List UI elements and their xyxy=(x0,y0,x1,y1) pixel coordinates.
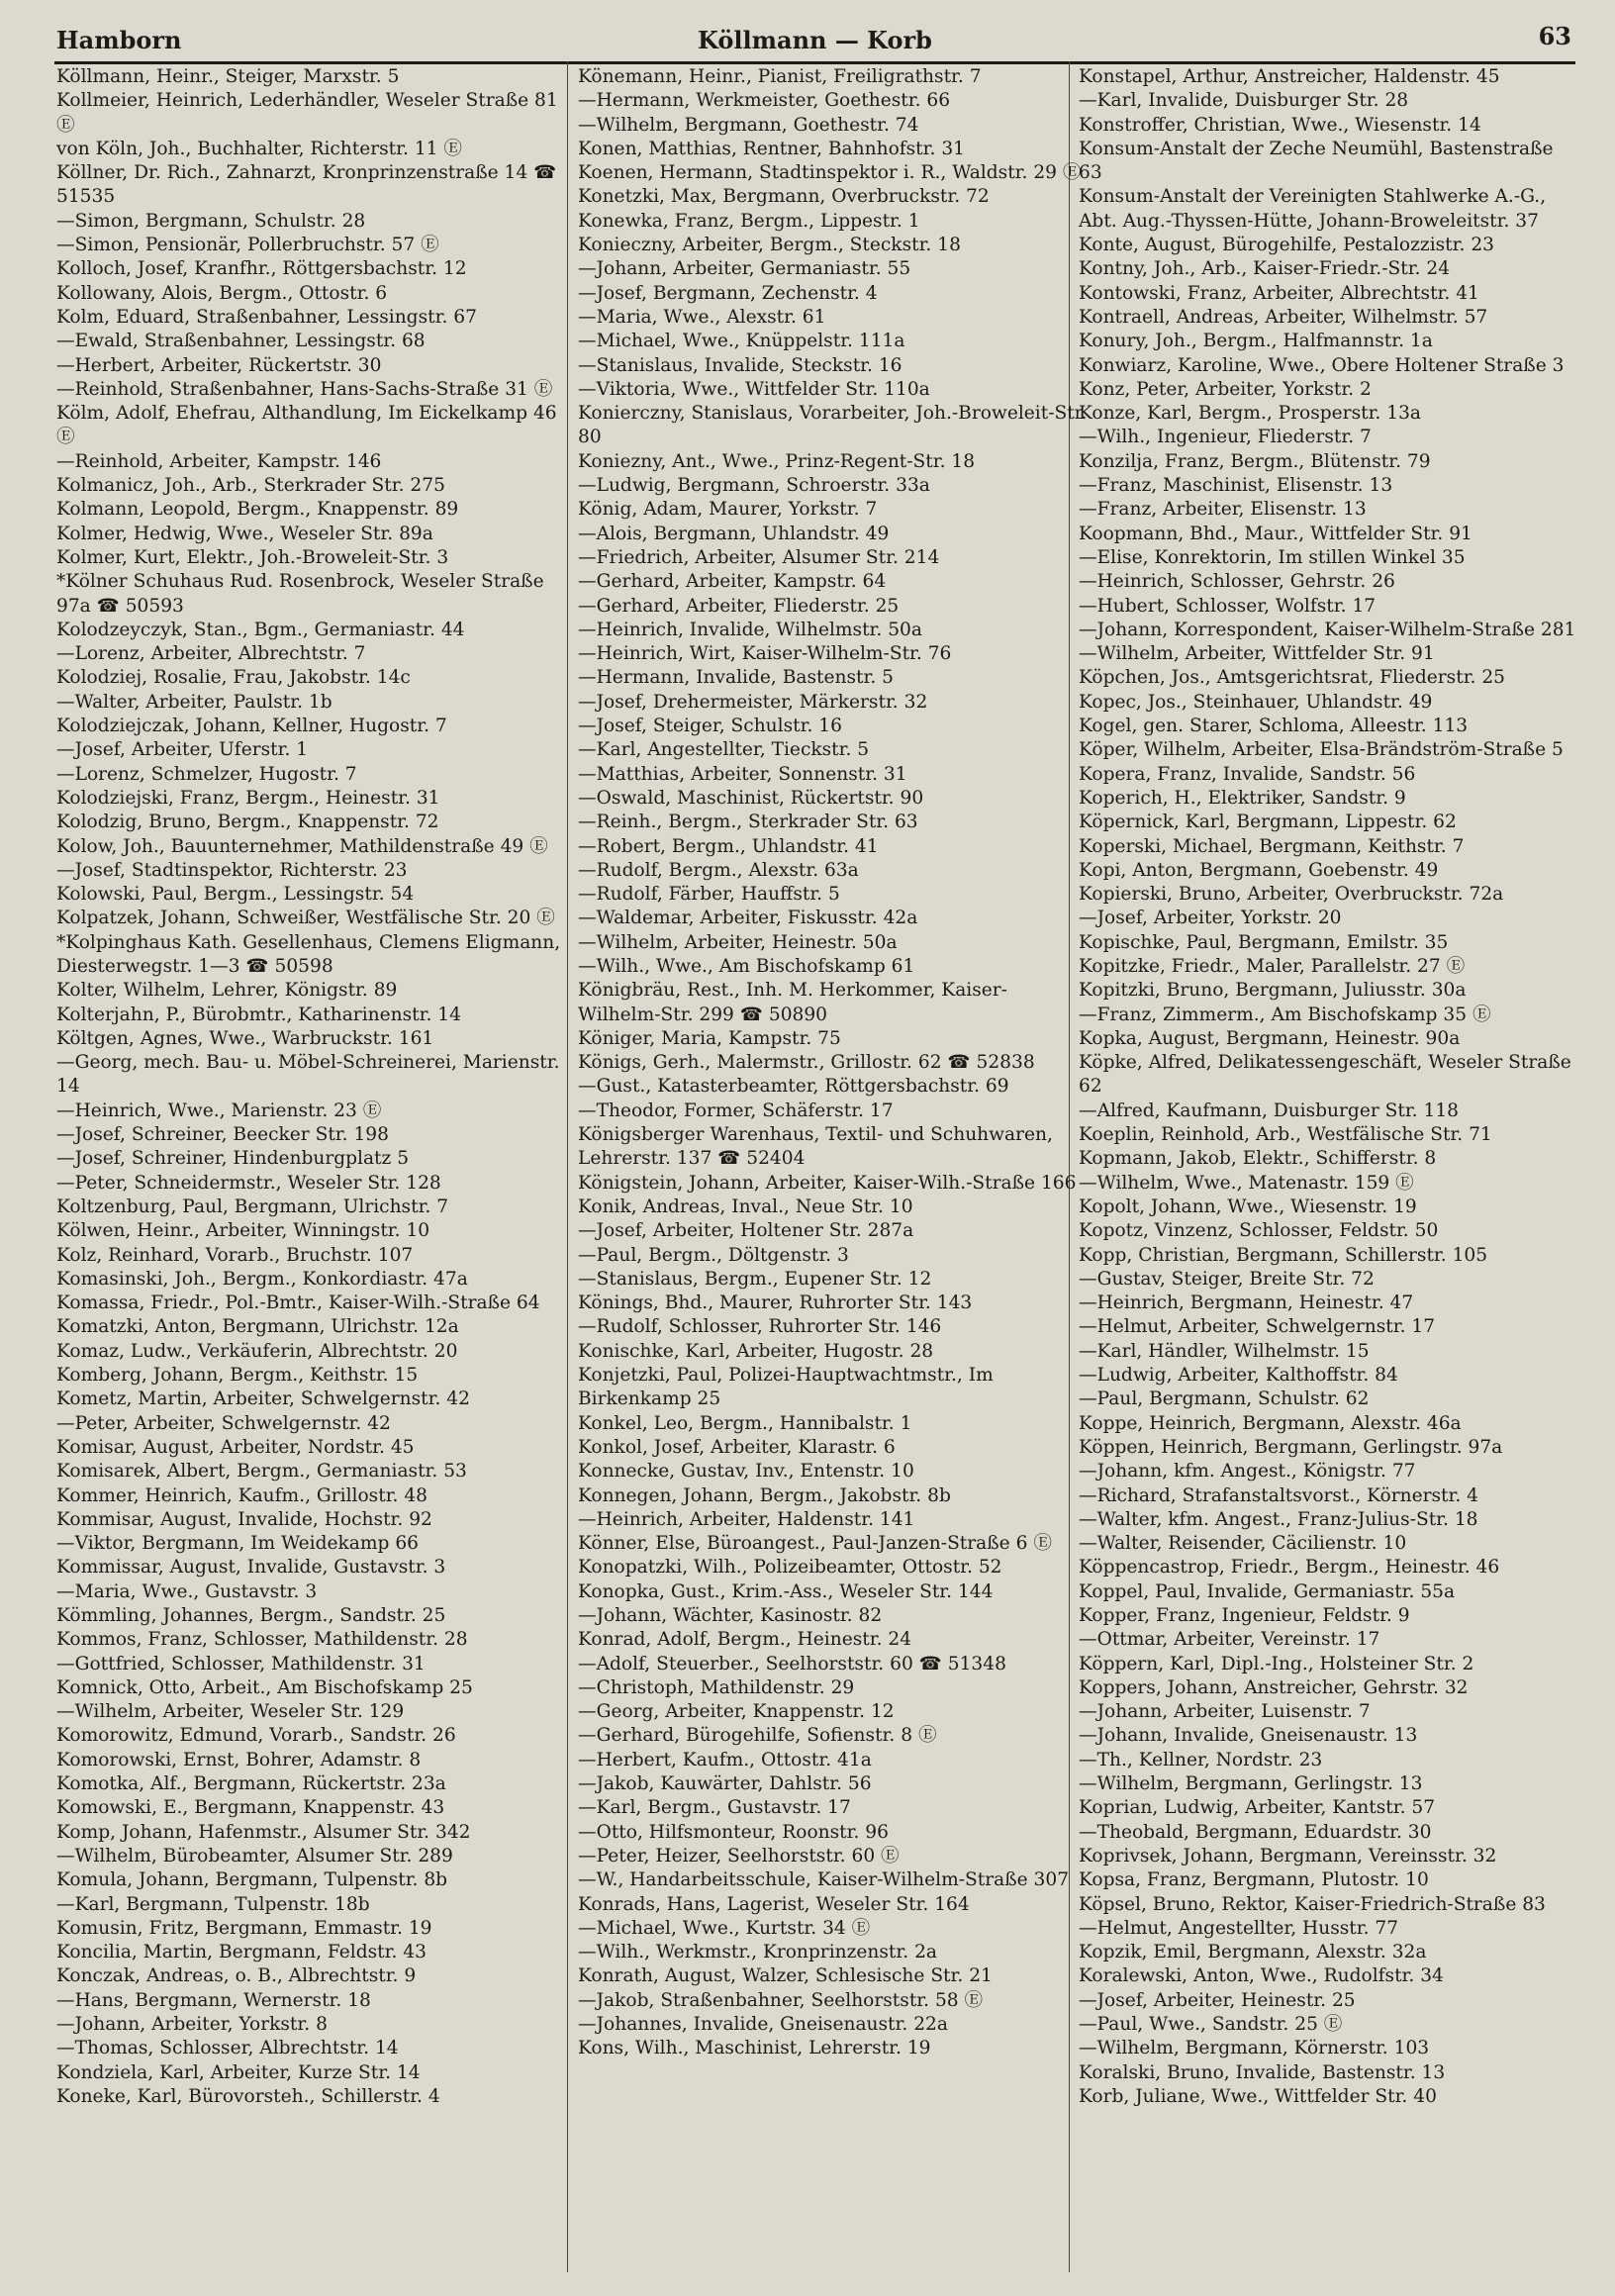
directory-entry: Kolowski, Paul, Bergm., Lessingstr. 54 xyxy=(56,884,415,906)
directory-entry: —Gerhard, Bürogehilfe, Sofienstr. 8 Ⓔ xyxy=(578,1725,937,1747)
directory-entry: Konopatzki, Wilh., Polizeibeamter, Ottostr. 52 xyxy=(578,1557,1002,1578)
directory-entry: —Gerhard, Arbeiter, Kampstr. 64 xyxy=(578,571,887,593)
directory-entry: Komasinski, Joh., Bergm., Konkordiastr. 47a xyxy=(56,1268,468,1290)
directory-entry: Konkol, Josef, Arbeiter, Klarastr. 6 xyxy=(578,1436,896,1458)
directory-entry: Konzilja, Franz, Bergm., Blütenstr. 79 xyxy=(1079,450,1431,472)
directory-entry: Köppern, Karl, Dipl.-Ing., Holsteiner Str. 2 xyxy=(1079,1653,1474,1674)
directory-entry: —Michael, Wwe., Kurtstr. 34 Ⓔ xyxy=(578,1917,871,1939)
directory-entry: Köpsel, Bruno, Rektor, Kaiser-Friedrich-Straße 83 xyxy=(1079,1893,1546,1915)
directory-entry: —Wilhelm, Bergmann, Körnerstr. 103 xyxy=(1079,2038,1430,2059)
directory-entry: Kopitzke, Friedr., Maler, Parallelstr. 27 Ⓔ xyxy=(1079,955,1466,977)
directory-entry: Kolodziejczak, Johann, Kellner, Hugostr. 7 xyxy=(56,716,447,737)
directory-entry: —Simon, Pensionär, Pollerbruchstr. 57 Ⓔ xyxy=(56,235,439,256)
directory-entry: —Wilhelm, Bergmann, Gerlingstr. 13 xyxy=(1079,1773,1423,1795)
directory-entry: —Wilh., Wwe., Am Bischofskamp 61 xyxy=(578,955,915,977)
directory-entry: Koppe, Heinrich, Bergmann, Alexstr. 46a xyxy=(1079,1412,1462,1434)
directory-entry: Kolmer, Hedwig, Wwe., Weseler Str. 89a xyxy=(56,523,433,544)
directory-entry: Komisarek, Albert, Bergm., Germaniastr. 53 xyxy=(56,1461,467,1483)
directory-entry: Koenen, Hermann, Stadtinspektor i. R., Waldstr. 29 Ⓔ xyxy=(578,162,1082,184)
directory-entry: —Wilhelm, Bergmann, Goethestr. 74 xyxy=(578,114,919,136)
directory-entry: Költgen, Agnes, Wwe., Warbruckstr. 161 xyxy=(56,1027,434,1049)
directory-entry: —Johann, Wächter, Kasinostr. 82 xyxy=(578,1605,883,1626)
directory-entry: Koperich, H., Elektriker, Sandstr. 9 xyxy=(1079,787,1406,809)
directory-entry: Kontny, Joh., Arb., Kaiser-Friedr.-Str. 24 xyxy=(1079,258,1451,280)
directory-entry: —Gustav, Steiger, Breite Str. 72 xyxy=(1079,1268,1375,1290)
directory-entry: —Theobald, Bergmann, Eduardstr. 30 xyxy=(1079,1821,1432,1843)
directory-entry: Kopper, Franz, Ingenieur, Feldstr. 9 xyxy=(1079,1605,1410,1626)
directory-entry: Konetzki, Max, Bergmann, Overbruckstr. 72 xyxy=(578,186,990,208)
directory-entry: —Johann, kfm. Angest., Königstr. 77 xyxy=(1079,1461,1416,1483)
directory-entry: —Ottmar, Arbeiter, Vereinstr. 17 xyxy=(1079,1629,1380,1651)
directory-entry: Köpchen, Jos., Amtsgerichtsrat, Fliederstr. 25 xyxy=(1079,667,1506,689)
directory-entry: —Hubert, Schlosser, Wolfstr. 17 xyxy=(1079,595,1377,617)
directory-entry: Kondziela, Karl, Arbeiter, Kurze Str. 14 xyxy=(56,2061,421,2083)
directory-entry: Konury, Joh., Bergm., Halfmannstr. 1a xyxy=(1079,331,1433,352)
directory-entry: Konnecke, Gustav, Inv., Entenstr. 10 xyxy=(578,1461,914,1483)
directory-entry: Koralewski, Anton, Wwe., Rudolfstr. 34 xyxy=(1079,1965,1444,1987)
directory-entry: —Helmut, Angestellter, Husstr. 77 xyxy=(1079,1917,1399,1939)
directory-entry: —Friedrich, Arbeiter, Alsumer Str. 214 xyxy=(578,546,940,568)
directory-entry: Komassa, Friedr., Pol.-Bmtr., Kaiser-Wilh.-Straße 64 xyxy=(56,1292,540,1314)
directory-entry: —Wilh., Werkmstr., Kronprinzenstr. 2a xyxy=(578,1942,937,1963)
directory-entry: —Alois, Bergmann, Uhlandstr. 49 xyxy=(578,523,890,544)
directory-entry: —Wilhelm, Wwe., Matenastr. 159 Ⓔ xyxy=(1079,1172,1414,1194)
directory-entry: —Johann, Korrespondent, Kaiser-Wilhelm-Straße 281 xyxy=(1079,619,1576,640)
directory-entry: Köper, Wilhelm, Arbeiter, Elsa-Brändström-Straße 5 xyxy=(1079,739,1564,761)
directory-entry: —Peter, Schneidermstr., Weseler Str. 128 xyxy=(56,1172,441,1194)
directory-entry: —Josef, Bergmann, Zechenstr. 4 xyxy=(578,282,878,304)
directory-entry: —Reinhold, Straßenbahner, Hans-Sachs-Straße 31 Ⓔ xyxy=(56,378,553,400)
directory-entry: Kölm, Adolf, Ehefrau, Althandlung, Im Eickelkamp 46 Ⓔ xyxy=(56,403,557,448)
directory-entry: Kopzik, Emil, Bergmann, Alexstr. 32a xyxy=(1079,1942,1427,1963)
directory-entry: —Johann, Arbeiter, Luisenstr. 7 xyxy=(1079,1701,1371,1723)
directory-entry: —Josef, Schreiner, Beecker Str. 198 xyxy=(56,1124,389,1146)
directory-entry: —Robert, Bergm., Uhlandstr. 41 xyxy=(578,835,879,857)
directory-entry: —Georg, Arbeiter, Knappenstr. 12 xyxy=(578,1701,895,1723)
directory-entry: —Josef, Drehermeister, Märkerstr. 32 xyxy=(578,691,928,713)
directory-entry: Konjetzki, Paul, Polizei-Hauptwachtmstr., Im Birkenkamp 25 xyxy=(578,1365,994,1410)
directory-entry: Koprian, Ludwig, Arbeiter, Kantstr. 57 xyxy=(1079,1797,1436,1819)
directory-entry: —Franz, Zimmerm., Am Bischofskamp 35 Ⓔ xyxy=(1079,1004,1491,1025)
directory-entry: Könings, Bhd., Maurer, Ruhrorter Str. 143 xyxy=(578,1292,973,1314)
directory-entry: Kolpatzek, Johann, Schweißer, Westfälische Str. 20 Ⓔ xyxy=(56,908,555,929)
directory-entry: Koprivsek, Johann, Bergmann, Vereinsstr. 32 xyxy=(1079,1845,1497,1866)
directory-entry: Kopierski, Bruno, Arbeiter, Overbruckstr. 72a xyxy=(1079,884,1504,906)
directory-entry: Konieczny, Arbeiter, Bergm., Steckstr. 18 xyxy=(578,235,961,256)
directory-entry: Kometz, Martin, Arbeiter, Schwelgernstr. 42 xyxy=(56,1388,470,1410)
directory-entry: —Gerhard, Arbeiter, Fliederstr. 25 xyxy=(578,595,900,617)
directory-entry: —Alfred, Kaufmann, Duisburger Str. 118 xyxy=(1079,1100,1459,1121)
directory-entry: Köppencastrop, Friedr., Bergm., Heinestr. 46 xyxy=(1079,1557,1500,1578)
directory-entry: —Michael, Wwe., Knüppelstr. 111a xyxy=(578,331,905,352)
directory-entry: —Wilhelm, Bürobeamter, Alsumer Str. 289 xyxy=(56,1845,453,1866)
directory-entry: Kogel, gen. Starer, Schloma, Alleestr. 113 xyxy=(1079,716,1469,737)
directory-entry: Komberg, Johann, Bergm., Keithstr. 15 xyxy=(56,1365,419,1387)
directory-entry: Köpke, Alfred, Delikatessengeschäft, Weseler Straße 62 xyxy=(1079,1052,1571,1098)
directory-entry: Koppel, Paul, Invalide, Germaniastr. 55a xyxy=(1079,1580,1456,1602)
directory-entry: —Adolf, Steuerber., Seelhorststr. 60 ☎ 51348 xyxy=(578,1653,1006,1674)
directory-entry: Kommisar, August, Invalide, Hochstr. 92 xyxy=(56,1508,432,1530)
directory-entry: Konrath, August, Walzer, Schlesische Str. 21 xyxy=(578,1965,993,1987)
directory-entry: —Rudolf, Schlosser, Ruhrorter Str. 146 xyxy=(578,1316,942,1338)
directory-entry: Konierczny, Stanislaus, Vorarbeiter, Joh.-Broweleit-Str. 80 xyxy=(578,403,1088,448)
directory-entry: —Stanislaus, Invalide, Steckstr. 16 xyxy=(578,354,902,376)
directory-entry: Kolmann, Leopold, Bergm., Knappenstr. 89 xyxy=(56,499,459,521)
directory-entry: —Hermann, Werkmeister, Goethestr. 66 xyxy=(578,90,951,112)
directory-entry: —Karl, Invalide, Duisburger Str. 28 xyxy=(1079,90,1409,112)
directory-entry: Kömmling, Johannes, Bergm., Sandstr. 25 xyxy=(56,1605,446,1626)
directory-entry: —Stanislaus, Bergm., Eupener Str. 12 xyxy=(578,1268,932,1290)
directory-entry: Kopi, Anton, Bergmann, Goebenstr. 49 xyxy=(1079,859,1439,881)
directory-entry: —Herbert, Kaufm., Ottostr. 41a xyxy=(578,1749,872,1770)
directory-entry: Kolodziejski, Franz, Bergm., Heinestr. 31 xyxy=(56,787,440,809)
directory-entry: —Franz, Arbeiter, Elisenstr. 13 xyxy=(1079,499,1367,521)
directory-entry: —Rudolf, Bergm., Alexstr. 63a xyxy=(578,859,859,881)
directory-entry: Kommissar, August, Invalide, Gustavstr. 3 xyxy=(56,1557,446,1578)
directory-entry: Kolterjahn, P., Bürobmtr., Katharinenstr. 14 xyxy=(56,1004,461,1025)
directory-entry: Konsum-Anstalt der Vereinigten Stahlwerke A.-G., Abt. Aug.-Thyssen-Hütte, Johann-Broweleitstr. 37 xyxy=(1079,186,1547,232)
directory-entry: Komorowski, Ernst, Bohrer, Adamstr. 8 xyxy=(56,1749,422,1770)
directory-entry: Kopsa, Franz, Bergmann, Plutostr. 10 xyxy=(1079,1869,1429,1891)
directory-entry: —Reinh., Bergm., Sterkrader Str. 63 xyxy=(578,812,918,833)
directory-entry: Kopera, Franz, Invalide, Sandstr. 56 xyxy=(1079,763,1416,785)
directory-entry: —Viktoria, Wwe., Wittfelder Str. 110a xyxy=(578,378,930,400)
directory-entry: Kopischke, Paul, Bergmann, Emilstr. 35 xyxy=(1079,931,1449,953)
directory-entry: —Walter, Arbeiter, Paulstr. 1b xyxy=(56,691,332,713)
directory-entry: Koeplin, Reinhold, Arb., Westfälische Str. 71 xyxy=(1079,1124,1492,1146)
directory-entry: Kollmeier, Heinrich, Lederhändler, Weseler Straße 81 Ⓔ xyxy=(56,90,558,136)
directory-entry: —Jakob, Straßenbahner, Seelhorststr. 58 Ⓔ xyxy=(578,1989,984,2011)
directory-entry: Kons, Wilh., Maschinist, Lehrerstr. 19 xyxy=(578,2038,931,2059)
directory-entry: Kolodzeyczyk, Stan., Bgm., Germaniastr. 44 xyxy=(56,619,465,640)
directory-entry: —Rudolf, Färber, Hauffstr. 5 xyxy=(578,884,840,906)
directory-entry: *Kölner Schuhaus Rud. Rosenbrock, Weseler Straße 97a ☎ 50593 xyxy=(56,571,544,617)
directory-entry: —Christoph, Mathildenstr. 29 xyxy=(578,1676,855,1698)
directory-entry: —Gottfried, Schlosser, Mathildenstr. 31 xyxy=(56,1653,426,1674)
directory-entry: Koniezny, Ant., Wwe., Prinz-Regent-Str. 18 xyxy=(578,450,976,472)
directory-entry: —Paul, Bergmann, Schulstr. 62 xyxy=(1079,1388,1370,1410)
directory-entry: —Heinrich, Invalide, Wilhelmstr. 50a xyxy=(578,619,922,640)
directory-entry: —Johann, Arbeiter, Germaniastr. 55 xyxy=(578,258,911,280)
directory-entry: Kolodziej, Rosalie, Frau, Jakobstr. 14c xyxy=(56,667,411,689)
directory-entry: —Johannes, Invalide, Gneisenaustr. 22a xyxy=(578,2014,948,2036)
directory-entry: Kommer, Heinrich, Kaufm., Grillostr. 48 xyxy=(56,1484,428,1506)
directory-column-2 xyxy=(578,65,1088,2061)
directory-entry: Koppers, Johann, Anstreicher, Gehrstr. 32 xyxy=(1079,1676,1469,1698)
directory-entry: —Matthias, Arbeiter, Sonnenstr. 31 xyxy=(578,763,907,785)
directory-entry: Kolz, Reinhard, Vorarb., Bruchstr. 107 xyxy=(56,1244,414,1266)
header-locality: Hamborn xyxy=(56,26,182,54)
directory-entry: Konsum-Anstalt der Zeche Neumühl, Bastenstraße 63 xyxy=(1079,138,1554,184)
directory-entry: Kolodzig, Bruno, Bergm., Knappenstr. 72 xyxy=(56,812,439,833)
directory-entry: —Gust., Katasterbeamter, Röttgersbachstr. 69 xyxy=(578,1076,1009,1098)
directory-entry: —Josef, Arbeiter, Yorkstr. 20 xyxy=(1079,908,1342,929)
directory-entry: Konstroffer, Christian, Wwe., Wiesenstr. 14 xyxy=(1079,114,1481,136)
directory-entry: Konewka, Franz, Bergm., Lippestr. 1 xyxy=(578,210,920,232)
directory-entry: —Walter, Reisender, Cäcilienstr. 10 xyxy=(1079,1533,1407,1555)
directory-entry: Kolmanicz, Joh., Arb., Sterkrader Str. 275 xyxy=(56,475,445,497)
directory-entry: Kontraell, Andreas, Arbeiter, Wilhelmstr. 57 xyxy=(1079,306,1488,328)
directory-entry: —Maria, Wwe., Alexstr. 61 xyxy=(578,306,826,328)
directory-entry: —Wilh., Ingenieur, Fliederstr. 7 xyxy=(1079,427,1372,448)
directory-entry: Kopp, Christian, Bergmann, Schillerstr. 105 xyxy=(1079,1244,1488,1266)
directory-entry: Komisar, August, Arbeiter, Nordstr. 45 xyxy=(56,1436,415,1458)
directory-entry: —Ludwig, Arbeiter, Kalthoffstr. 84 xyxy=(1079,1365,1398,1387)
directory-entry: —Wilhelm, Arbeiter, Weseler Str. 129 xyxy=(56,1701,405,1723)
directory-entry: —Josef, Stadtinspektor, Richterstr. 23 xyxy=(56,859,408,881)
directory-entry: Konze, Karl, Bergm., Prosperstr. 13a xyxy=(1079,403,1421,425)
directory-entry: Konrad, Adolf, Bergm., Heinestr. 24 xyxy=(578,1629,912,1651)
directory-entry: Koralski, Bruno, Invalide, Bastenstr. 13 xyxy=(1079,2061,1446,2083)
directory-entry: Köpernick, Karl, Bergmann, Lippestr. 62 xyxy=(1079,812,1457,833)
directory-entry: —Heinrich, Wirt, Kaiser-Wilhelm-Str. 76 xyxy=(578,643,952,665)
directory-entry: Koneke, Karl, Bürovorsteh., Schillerstr. 4 xyxy=(56,2085,440,2107)
directory-entry: Königer, Maria, Kampstr. 75 xyxy=(578,1027,841,1049)
directory-entry: Kontowski, Franz, Arbeiter, Albrechtstr. 41 xyxy=(1079,282,1479,304)
directory-entry: Kolter, Wilhelm, Lehrer, Königstr. 89 xyxy=(56,980,398,1002)
directory-entry: —Heinrich, Arbeiter, Haldenstr. 141 xyxy=(578,1508,915,1530)
directory-entry: —Waldemar, Arbeiter, Fiskusstr. 42a xyxy=(578,908,918,929)
directory-entry: —Karl, Angestellter, Tieckstr. 5 xyxy=(578,739,870,761)
directory-entry: —Hermann, Invalide, Bastenstr. 5 xyxy=(578,667,894,689)
directory-entry: —Jakob, Kauwärter, Dahlstr. 56 xyxy=(578,1773,872,1795)
directory-entry: Konwiarz, Karoline, Wwe., Obere Holtener Straße 3 xyxy=(1079,354,1565,376)
directory-entry: —Herbert, Arbeiter, Rückertstr. 30 xyxy=(56,354,382,376)
directory-entry: Köppen, Heinrich, Bergmann, Gerlingstr. 97a xyxy=(1079,1436,1503,1458)
directory-entry: —Karl, Bergm., Gustavstr. 17 xyxy=(578,1797,851,1819)
directory-entry: Komp, Johann, Hafenmstr., Alsumer Str. 342 xyxy=(56,1821,471,1843)
directory-entry: —Ludwig, Bergmann, Schroerstr. 33a xyxy=(578,475,930,497)
directory-entry: —Peter, Arbeiter, Schwelgernstr. 42 xyxy=(56,1412,391,1434)
directory-entry: —Josef, Arbeiter, Uferstr. 1 xyxy=(56,739,309,761)
directory-entry: Kollowany, Alois, Bergm., Ottostr. 6 xyxy=(56,282,388,304)
directory-entry: Komusin, Fritz, Bergmann, Emmastr. 19 xyxy=(56,1917,432,1939)
directory-entry: von Köln, Joh., Buchhalter, Richterstr. 11 Ⓔ xyxy=(56,138,462,159)
directory-entry: Könemann, Heinr., Pianist, Freiligrathstr. 7 xyxy=(578,66,982,87)
directory-entry: —Otto, Hilfsmonteur, Roonstr. 96 xyxy=(578,1821,889,1843)
directory-entry: —W., Handarbeitsschule, Kaiser-Wilhelm-Straße 307 xyxy=(578,1869,1070,1891)
directory-entry: Königsberger Warenhaus, Textil- und Schuhwaren, Lehrerstr. 137 ☎ 52404 xyxy=(578,1124,1053,1170)
directory-entry: —Theodor, Former, Schäferstr. 17 xyxy=(578,1100,894,1121)
directory-entry: Konopka, Gust., Krim.-Ass., Weseler Str. 144 xyxy=(578,1580,994,1602)
directory-entry: Köllner, Dr. Rich., Zahnarzt, Kronprinzenstraße 14 ☎ 51535 xyxy=(56,162,557,208)
directory-entry: —Maria, Wwe., Gustavstr. 3 xyxy=(56,1580,318,1602)
directory-entry: Kopolt, Johann, Wwe., Wiesenstr. 19 xyxy=(1079,1196,1417,1217)
directory-column-3 xyxy=(1079,65,1578,2109)
directory-entry: Korb, Juliane, Wwe., Wittfelder Str. 40 xyxy=(1079,2085,1437,2107)
directory-entry: —Reinhold, Arbeiter, Kampstr. 146 xyxy=(56,450,382,472)
directory-entry: Konkel, Leo, Bergm., Hannibalstr. 1 xyxy=(578,1412,912,1434)
directory-entry: Koperski, Michael, Bergmann, Keithstr. 7 xyxy=(1079,835,1465,857)
directory-entry: Königs, Gerh., Malermstr., Grillostr. 62 ☎ 52838 xyxy=(578,1052,1035,1074)
directory-entry: —Wilhelm, Arbeiter, Wittfelder Str. 91 xyxy=(1079,643,1435,665)
directory-entry: Konik, Andreas, Inval., Neue Str. 10 xyxy=(578,1196,913,1217)
directory-entry: —Georg, mech. Bau- u. Möbel-Schreinerei, Marienstr. 14 xyxy=(56,1052,560,1098)
directory-entry: Kölwen, Heinr., Arbeiter, Winningstr. 10 xyxy=(56,1220,430,1242)
directory-entry: —Josef, Steiger, Schulstr. 16 xyxy=(578,716,842,737)
directory-entry: Köllmann, Heinr., Steiger, Marxstr. 5 xyxy=(56,66,400,87)
directory-entry: Kopka, August, Bergmann, Heinestr. 90a xyxy=(1079,1027,1461,1049)
directory-entry: König, Adam, Maurer, Yorkstr. 7 xyxy=(578,499,878,521)
directory-entry: Koltzenburg, Paul, Bergmann, Ulrichstr. 7 xyxy=(56,1196,449,1217)
directory-entry: —Oswald, Maschinist, Rückertstr. 90 xyxy=(578,787,924,809)
directory-entry: Konstapel, Arthur, Anstreicher, Haldenstr. 45 xyxy=(1079,66,1500,87)
directory-entry: Komaz, Ludw., Verkäuferin, Albrechtstr. 20 xyxy=(56,1340,458,1362)
directory-entry: Kopec, Jos., Steinhauer, Uhlandstr. 49 xyxy=(1079,691,1433,713)
directory-entry: Komotka, Alf., Bergmann, Rückertstr. 23a xyxy=(56,1773,446,1795)
directory-entry: —Simon, Bergmann, Schulstr. 28 xyxy=(56,210,366,232)
directory-entry: —Ewald, Straßenbahner, Lessingstr. 68 xyxy=(56,331,426,352)
directory-entry: —Paul, Wwe., Sandstr. 25 Ⓔ xyxy=(1079,2014,1343,2036)
directory-entry: —Peter, Heizer, Seelhorststr. 60 Ⓔ xyxy=(578,1845,900,1866)
directory-entry: Konen, Matthias, Rentner, Bahnhofstr. 31 xyxy=(578,138,965,159)
directory-entry: —Josef, Arbeiter, Heinestr. 25 xyxy=(1079,1989,1356,2011)
directory-entry: Kommos, Franz, Schlosser, Mathildenstr. 28 xyxy=(56,1629,468,1651)
directory-entry: —Viktor, Bergmann, Im Weidekamp 66 xyxy=(56,1533,419,1555)
directory-entry: —Paul, Bergm., Döltgenstr. 3 xyxy=(578,1244,849,1266)
directory-entry: Komatzki, Anton, Bergmann, Ulrichstr. 12a xyxy=(56,1316,459,1338)
directory-entry: Kopmann, Jakob, Elektr., Schifferstr. 8 xyxy=(1079,1148,1437,1170)
directory-entry: —Johann, Arbeiter, Yorkstr. 8 xyxy=(56,2014,328,2036)
directory-entry: —Walter, kfm. Angest., Franz-Julius-Str. 18 xyxy=(1079,1508,1478,1530)
directory-entry: Kolow, Joh., Bauunternehmer, Mathildenstraße 49 Ⓔ xyxy=(56,835,548,857)
directory-entry: —Th., Kellner, Nordstr. 23 xyxy=(1079,1749,1323,1770)
directory-entry: Konischke, Karl, Arbeiter, Hugostr. 28 xyxy=(578,1340,934,1362)
directory-entry: —Josef, Schreiner, Hindenburgplatz 5 xyxy=(56,1148,410,1170)
directory-entry: Komnick, Otto, Arbeit., Am Bischofskamp 25 xyxy=(56,1676,473,1698)
directory-entry: Königstein, Johann, Arbeiter, Kaiser-Wilh.-Straße 166 xyxy=(578,1172,1077,1194)
directory-entry: Kolmer, Kurt, Elektr., Joh.-Broweleit-Str. 3 xyxy=(56,546,449,568)
directory-entry: Kolm, Eduard, Straßenbahner, Lessingstr. 67 xyxy=(56,306,477,328)
directory-entry: —Helmut, Arbeiter, Schwelgernstr. 17 xyxy=(1079,1316,1436,1338)
directory-entry: Kopotz, Vinzenz, Schlosser, Feldstr. 50 xyxy=(1079,1220,1439,1242)
directory-entry: —Lorenz, Schmelzer, Hugostr. 7 xyxy=(56,763,357,785)
directory-entry: —Lorenz, Arbeiter, Albrechtstr. 7 xyxy=(56,643,366,665)
directory-entry: —Elise, Konrektorin, Im stillen Winkel 35 xyxy=(1079,546,1466,568)
directory-entry: Koopmann, Bhd., Maur., Wittfelder Str. 91 xyxy=(1079,523,1472,544)
directory-entry: —Franz, Maschinist, Elisenstr. 13 xyxy=(1079,475,1393,497)
directory-entry: Konte, August, Bürogehilfe, Pestalozzistr. 23 xyxy=(1079,235,1494,256)
directory-entry: Koncilia, Martin, Bergmann, Feldstr. 43 xyxy=(56,1942,427,1963)
directory-entry: Konczak, Andreas, o. B., Albrechtstr. 9 xyxy=(56,1965,417,1987)
directory-entry: Konz, Peter, Arbeiter, Yorkstr. 2 xyxy=(1079,378,1372,400)
directory-entry: Kolloch, Josef, Kranfhr., Röttgersbachstr. 12 xyxy=(56,258,467,280)
page-header xyxy=(54,22,1575,64)
directory-entry: —Josef, Arbeiter, Holtener Str. 287a xyxy=(578,1220,914,1242)
directory-entry: —Johann, Invalide, Gneisenaustr. 13 xyxy=(1079,1725,1418,1747)
directory-entry: *Kolpinghaus Kath. Gesellenhaus, Clemens Eligmann, Diesterwegstr. 1—3 ☎ 50598 xyxy=(56,931,561,977)
directory-entry: —Heinrich, Bergmann, Heinestr. 47 xyxy=(1079,1292,1414,1314)
column-divider xyxy=(567,61,568,2272)
header-name-range: Köllmann — Korb xyxy=(698,26,932,54)
directory-entry: —Karl, Bergmann, Tulpenstr. 18b xyxy=(56,1893,370,1915)
directory-column-1 xyxy=(56,65,566,2109)
directory-entry: —Heinrich, Schlosser, Gehrstr. 26 xyxy=(1079,571,1395,593)
directory-entry: Konrads, Hans, Lagerist, Weseler Str. 164 xyxy=(578,1893,970,1915)
directory-entry: —Thomas, Schlosser, Albrechtstr. 14 xyxy=(56,2038,399,2059)
directory-entry: Königbräu, Rest., Inh. M. Herkommer, Kaiser-Wilhelm-Str. 299 ☎ 50890 xyxy=(578,980,1007,1025)
directory-entry: —Heinrich, Wwe., Marienstr. 23 Ⓔ xyxy=(56,1100,382,1121)
directory-entry: Konnegen, Johann, Bergm., Jakobstr. 8b xyxy=(578,1484,951,1506)
directory-entry: Komowski, E., Bergmann, Knappenstr. 43 xyxy=(56,1797,445,1819)
directory-entry: —Karl, Händler, Wilhelmstr. 15 xyxy=(1079,1340,1370,1362)
directory-entry: Komorowitz, Edmund, Vorarb., Sandstr. 26 xyxy=(56,1725,456,1747)
page-number: 63 xyxy=(1538,22,1571,50)
directory-entry: —Wilhelm, Arbeiter, Heinestr. 50a xyxy=(578,931,898,953)
directory-entry: Könner, Else, Büroangest., Paul-Janzen-Straße 6 Ⓔ xyxy=(578,1533,1052,1555)
directory-entry: Komula, Johann, Bergmann, Tulpenstr. 8b xyxy=(56,1869,448,1891)
directory-entry: —Richard, Strafanstaltsvorst., Körnerstr. 4 xyxy=(1079,1484,1478,1506)
directory-entry: Kopitzki, Bruno, Bergmann, Juliusstr. 30a xyxy=(1079,980,1467,1002)
directory-entry: —Hans, Bergmann, Wernerstr. 18 xyxy=(56,1989,371,2011)
